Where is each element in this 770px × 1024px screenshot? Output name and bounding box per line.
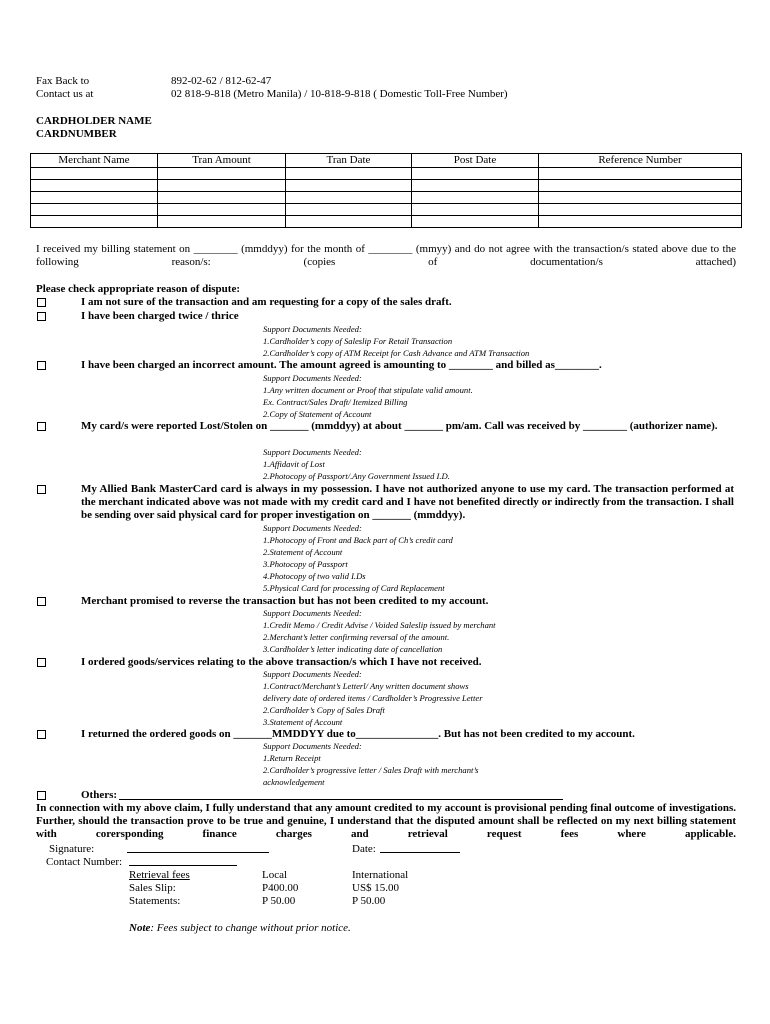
reason-lost-stolen: My card/s were reported Lost/Stolen on _______ (mmddyy) at about _______ pm/am. Call was received by ________ (authorizer name).: [81, 420, 718, 432]
support-docs: [263, 446, 450, 482]
support-docs: [263, 323, 529, 359]
date-line[interactable]: [380, 852, 460, 853]
table-row: [31, 216, 742, 228]
table-cell[interactable]: [412, 216, 539, 228]
table-cell[interactable]: [412, 180, 539, 192]
table-header-row: [31, 154, 742, 168]
table-cell[interactable]: [412, 192, 539, 204]
support-docs-heading: Support Documents Needed:: [263, 447, 362, 457]
reason-charged-twice: I have been charged twice / thrice: [81, 310, 239, 322]
table-row: [31, 168, 742, 180]
support-doc-item: 2.Copy of Statement of Account: [263, 409, 372, 420]
column-header: Merchant Name: [31, 154, 158, 168]
table-cell[interactable]: [539, 216, 742, 228]
table-cell[interactable]: [412, 168, 539, 180]
support-docs-heading: Support Documents Needed:: [263, 608, 362, 618]
support-doc-item: 1.Contract/Merchant’s Letterl/ Any written document shows: [263, 681, 469, 692]
support-docs: [263, 740, 478, 788]
table-cell[interactable]: [158, 192, 286, 204]
reason-checkbox[interactable]: [37, 791, 46, 800]
fees-international-header: International: [352, 869, 409, 881]
table-cell[interactable]: [286, 168, 412, 180]
support-doc-item: 1.Affidavit of Lost: [263, 459, 325, 470]
support-doc-item: delivery date of ordered items / Cardholder’s Progressive Letter: [263, 693, 483, 704]
fee-international-value: P 50.00: [352, 895, 386, 907]
contact-label: Contact us at: [36, 88, 94, 100]
support-docs-heading: Support Documents Needed:: [263, 324, 362, 334]
support-doc-item: 4.Photocopy of two valid I.Ds: [263, 571, 366, 582]
card-number-label: CARDNUMBER: [36, 128, 117, 140]
support-docs-heading: Support Documents Needed:: [263, 523, 362, 533]
signature-line[interactable]: [127, 852, 269, 853]
support-doc-item: 1.Return Receipt: [263, 753, 321, 764]
table-cell[interactable]: [158, 168, 286, 180]
fax-number: 892-02-62 / 812-62-47: [171, 75, 272, 87]
table-cell[interactable]: [31, 192, 158, 204]
table-cell[interactable]: [539, 192, 742, 204]
table-cell[interactable]: [31, 168, 158, 180]
table-cell[interactable]: [31, 204, 158, 216]
table-cell[interactable]: [539, 168, 742, 180]
support-doc-item: 1.Any written document or Proof that stipulate valid amount.: [263, 385, 473, 396]
support-doc-item: 2.Photocopy of Passport/.Any Government Issued I.D.: [263, 471, 450, 482]
table-cell[interactable]: [158, 216, 286, 228]
support-doc-item: 2.Cardholder’s progressive letter / Sales Draft with merchant’s: [263, 765, 479, 776]
reason-not-sure: I am not sure of the transaction and am requesting for a copy of the sales draft.: [81, 296, 452, 308]
reason-merchant-reversal: Merchant promised to reverse the transaction but has not been credited to my account.: [81, 595, 489, 607]
table-row: [31, 180, 742, 192]
fees-note-label: Note: [129, 922, 151, 934]
support-docs: [263, 522, 453, 595]
support-doc-item: 2.Cardholder’s copy of ATM Receipt for Cash Advance and ATM Transaction: [263, 348, 530, 359]
support-doc-item: 1.Credit Memo / Credit Advise / Voided Saleslip issued by merchant: [263, 620, 496, 631]
support-doc-item: 2.Merchant’s letter confirming reversal of the amount.: [263, 632, 450, 643]
support-doc-item: 3.Cardholder’s letter indicating date of cancellation: [263, 644, 443, 655]
table-cell[interactable]: [158, 204, 286, 216]
table-row: [31, 204, 742, 216]
table-cell[interactable]: [158, 180, 286, 192]
table-cell[interactable]: [539, 180, 742, 192]
fax-label: Fax Back to: [36, 75, 90, 87]
table-row: [31, 192, 742, 204]
support-doc-item: 3.Photocopy of Passport: [263, 559, 348, 570]
table-cell[interactable]: [286, 192, 412, 204]
reason-checkbox[interactable]: [37, 597, 46, 606]
date-label: Date:: [352, 843, 376, 855]
reason-checkbox[interactable]: [37, 422, 46, 431]
support-doc-item: Ex. Contract/Sales Draft/ Itemized Billing: [263, 397, 408, 408]
others-input-line[interactable]: [119, 799, 563, 800]
cardholder-name-label: CARDHOLDER NAME: [36, 115, 152, 127]
fee-local-value: P 50.00: [262, 895, 296, 907]
contact-number-line[interactable]: [129, 865, 237, 866]
fees-local-header: Local: [262, 869, 288, 881]
acknowledgement-text: In connection with my above claim, I fully understand that any amount credited to my account is provisional pending final outcome of investigations. Further, should the transaction prove to be true and genuine, I understand that the disputed amount shall be reflected on my next billing statement with corersponding finance charges and retrieval request fees where applicable.: [36, 802, 736, 841]
support-doc-item: 3.Statement of Account: [263, 717, 343, 728]
fee-row-label: Statements:: [129, 895, 181, 907]
contact-number-label: Contact Number:: [46, 856, 123, 868]
support-doc-item: 1.Photocopy of Front and Back part of Ch’s credit card: [263, 535, 453, 546]
reason-checkbox[interactable]: [37, 485, 46, 494]
retrieval-fees-heading: Retrieval fees: [129, 869, 190, 881]
table-cell[interactable]: [31, 180, 158, 192]
support-doc-item: 2.Cardholder’s Copy of Sales Draft: [263, 705, 385, 716]
support-doc-item: 5.Physical Card for processing of Card Replacement: [263, 583, 445, 594]
column-header: Tran Date: [286, 154, 412, 168]
column-header: Post Date: [412, 154, 539, 168]
dispute-reason-heading: Please check appropriate reason of dispute:: [36, 283, 240, 295]
support-docs: [263, 372, 473, 420]
column-header: Tran Amount: [158, 154, 286, 168]
column-header: Reference Number: [539, 154, 742, 168]
transaction-table: [30, 153, 742, 228]
table-cell[interactable]: [286, 204, 412, 216]
fee-international-value: US$ 15.00: [352, 882, 400, 894]
billing-statement-text: I received my billing statement on ________ (mmddyy) for the month of ________ (mmyy) and do not agree with the transaction/s stated above due to the following reason/s: (copies of documentation/s attached): [36, 243, 736, 269]
support-doc-item: 1.Cardholder’s copy of Saleslip For Retail Transaction: [263, 336, 453, 347]
signature-label: Signature:: [49, 843, 95, 855]
support-docs-heading: Support Documents Needed:: [263, 669, 362, 679]
fee-row-label: Sales Slip:: [129, 882, 176, 894]
reason-checkbox[interactable]: [37, 658, 46, 667]
reason-card-in-possession: My Allied Bank MasterCard card is always in my possession. I have not authorized anyone to use my card. The transaction performed at the merchant indicated above was not made with my credit card and I have not benefited directly or indirectly from the transaction. I shall be sending over said physical card for proper investigation on _______ (mmddyy).: [81, 483, 734, 522]
table-cell[interactable]: [286, 216, 412, 228]
table-cell[interactable]: [286, 180, 412, 192]
support-docs: [263, 668, 483, 728]
reason-goods-returned: I returned the ordered goods on _______MMDDYY due to_______________. But has not been credited to my account.: [81, 728, 635, 740]
support-docs: [263, 607, 496, 655]
support-docs-heading: Support Documents Needed:: [263, 373, 362, 383]
reason-checkbox[interactable]: [37, 312, 46, 321]
fees-note: [129, 922, 351, 934]
table-cell[interactable]: [539, 204, 742, 216]
reason-goods-not-received: I ordered goods/services relating to the above transaction/s which I have not received.: [81, 656, 482, 668]
contact-number: 02 818-9-818 (Metro Manila) / 10-818-9-818 ( Domestic Toll-Free Number): [171, 88, 508, 100]
table-cell[interactable]: [412, 204, 539, 216]
fee-local-value: P400.00: [262, 882, 299, 894]
support-docs-heading: Support Documents Needed:: [263, 741, 362, 751]
table-cell[interactable]: [31, 216, 158, 228]
fees-note-text: : Fees subject to change without prior notice.: [150, 922, 351, 934]
reason-incorrect-amount: I have been charged an incorrect amount. The amount agreed is amounting to ________ and billed as________.: [81, 359, 602, 371]
support-doc-item: 2.Statement of Account: [263, 547, 343, 558]
reason-checkbox[interactable]: [37, 361, 46, 370]
support-doc-item: acknowledgement: [263, 777, 325, 788]
reason-checkbox[interactable]: [37, 730, 46, 739]
reason-checkbox[interactable]: [37, 298, 46, 307]
reason-others-label: Others:: [81, 789, 118, 801]
